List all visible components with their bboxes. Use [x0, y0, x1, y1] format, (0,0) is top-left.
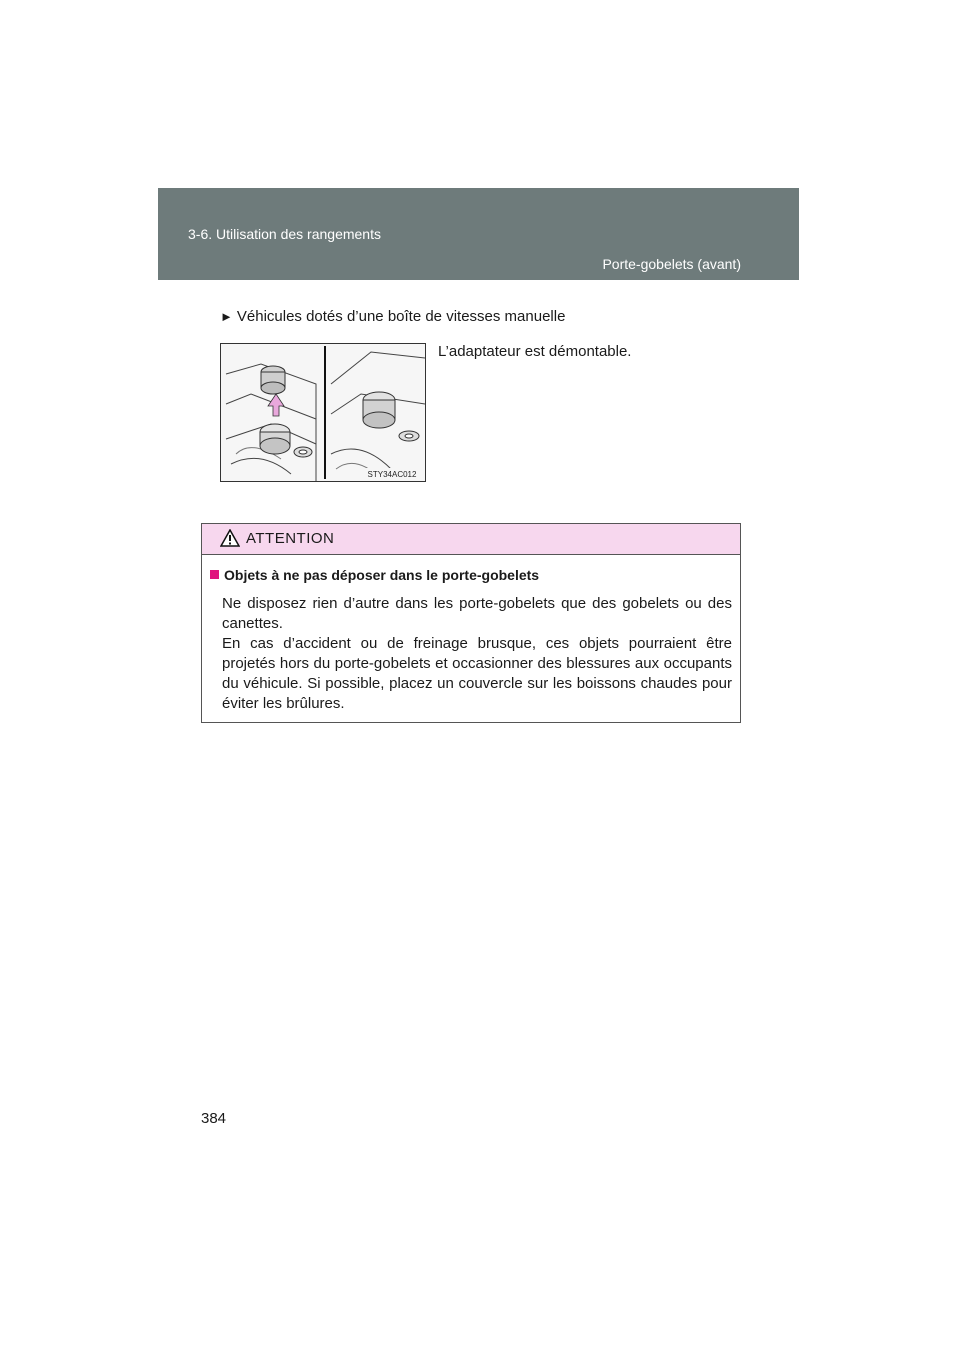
attention-header: [202, 524, 740, 555]
section-title: 3-6. Utilisation des rangements: [188, 226, 381, 242]
attention-heading: [210, 567, 539, 583]
attention-box: [201, 523, 741, 723]
attention-body: [222, 594, 732, 714]
section-header: [158, 188, 799, 280]
page-title: Porte-gobelets (avant): [602, 256, 741, 272]
vehicle-type-bullet: [220, 308, 565, 325]
cup-holder-illustration: [220, 343, 426, 482]
warning-triangle-icon: [220, 529, 240, 552]
arrow-right-icon: ►: [220, 309, 233, 324]
attention-label: ATTENTION: [246, 530, 335, 547]
attention-paragraph: Ne disposez rien d’autre dans les porte-gobelets que des gobelets ou des canettes.: [222, 595, 732, 632]
attention-heading-text: Objets à ne pas déposer dans le porte-gobelets: [224, 567, 540, 583]
figure-caption: L’adaptateur est démontable.: [438, 343, 632, 360]
cup-holder-drawing: [221, 344, 425, 481]
attention-paragraph: En cas d’accident ou de freinage brusque, ces objets pourraient être projetés hors du porte-gobelets et occasionner des blessures aux occupants du véhicule. Si possible, placez un couvercle sur les boissons chaudes pour éviter les brûlures.: [222, 635, 732, 712]
square-bullet-icon: [210, 570, 219, 579]
bullet-text: Véhicules dotés d’une boîte de vitesses manuelle: [236, 308, 566, 325]
figure-code: STY34AC012: [367, 470, 417, 479]
page-number: 384: [201, 1110, 227, 1127]
